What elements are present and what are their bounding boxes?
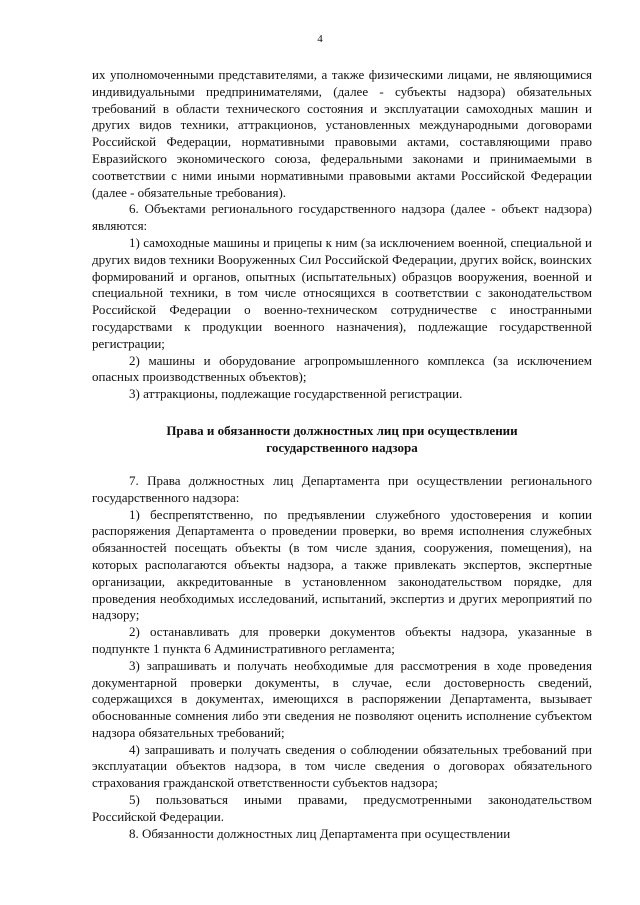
section-heading (92, 422, 592, 456)
section-heading-line-2: государственного надзора (266, 439, 418, 455)
paragraph-item-8: 8. Обязанности должностных лиц Департамента при осуществлении (129, 825, 511, 841)
paragraph-item-7-5: 5) пользоваться иными правами, предусмотренными законодательством Российской Федерации. (92, 792, 592, 824)
paragraph-item-6-1: 1) самоходные машины и прицепы к ним (за исключением военной, специальной и других видов техники Вооруженных Сил Российской Федерации, других войск, воинских формирований и органов, опытных (испытательных) образцов вооружения, военной и специальной техники, в том числе относящихся в соответствии с законодательством Российской Федерации о военно-техническом сотрудничестве с иностранными государствами к продукции военного назначения), подлежащие государственной регистрации; (92, 234, 592, 351)
paragraph-item-7-1: 1) беспрепятственно, по предъявлении служебного удостоверения и копии распоряжения Департамента о проведении проверки, во время исполнения служебных обязанностей посещать объекты (в том числе здания, сооружения, помещения), на которых располагаются объекты надзора, а также привлекать экспертов, экспертные организации, аккредитованные в установленном законодательством порядке, для проведения необходимых исследований, испытаний, экспертиз и других мероприятий по надзору; (92, 506, 592, 623)
paragraph-item-7: 7. Права должностных лиц Департамента при осуществлении регионального государственного надзора: (92, 472, 592, 505)
paragraph-item-7-3: 3) запрашивать и получать необходимые для рассмотрения в ходе проведения документарной проверки документы, в случае, если достоверность сведений, содержащихся в документах, имеющихся в распоряжении Департамента, вызывает обоснованные сомнения либо эти сведения не позволяют оценить исполнение субъектом надзора обязательных требований; (92, 657, 592, 740)
paragraph-item-7-4: 4) запрашивать и получать сведения о соблюдении обязательных требований при эксплуатации объектов надзора, в том числе сведения о договорах обязательного страхования гражданской ответственности субъектов надзора; (92, 741, 592, 791)
paragraph-item-6-2: 2) машины и оборудование агропромышленного комплекса (за исключением опасных производственных объектов); (92, 352, 592, 385)
section-heading-line-1: Права и обязанности должностных лиц при осуществлении (166, 422, 518, 438)
paragraph-subjects-definition: их уполномоченными представителями, а также физическими лицами, не являющимися индивидуальными предпринимателями, (далее - субъекты надзора) обязательных требований в области технического состояния и эксплуатации самоходных машин и других видов техники, аттракционов, установленных международными договорами Российской Федерации, нормативными правовыми актами, составляющими право Евразийского экономического союза, федеральными законами и принимаемыми в соответствии с ними иными нормативными правовыми актами Российской Федерации (далее - обязательные требования). (92, 67, 592, 200)
document-body (92, 67, 592, 842)
paragraph-item-6: 6. Объектами регионального государственного надзора (далее - объект надзора) являются: (92, 201, 592, 234)
paragraph-item-7-2: 2) останавливать для проверки документов объекты надзора, указанные в подпункте 1 пункта 6 Административного регламента; (92, 624, 592, 656)
paragraph-item-6-3: 3) аттракционы, подлежащие государственной регистрации. (129, 386, 463, 402)
page-number: 4 (317, 33, 323, 45)
